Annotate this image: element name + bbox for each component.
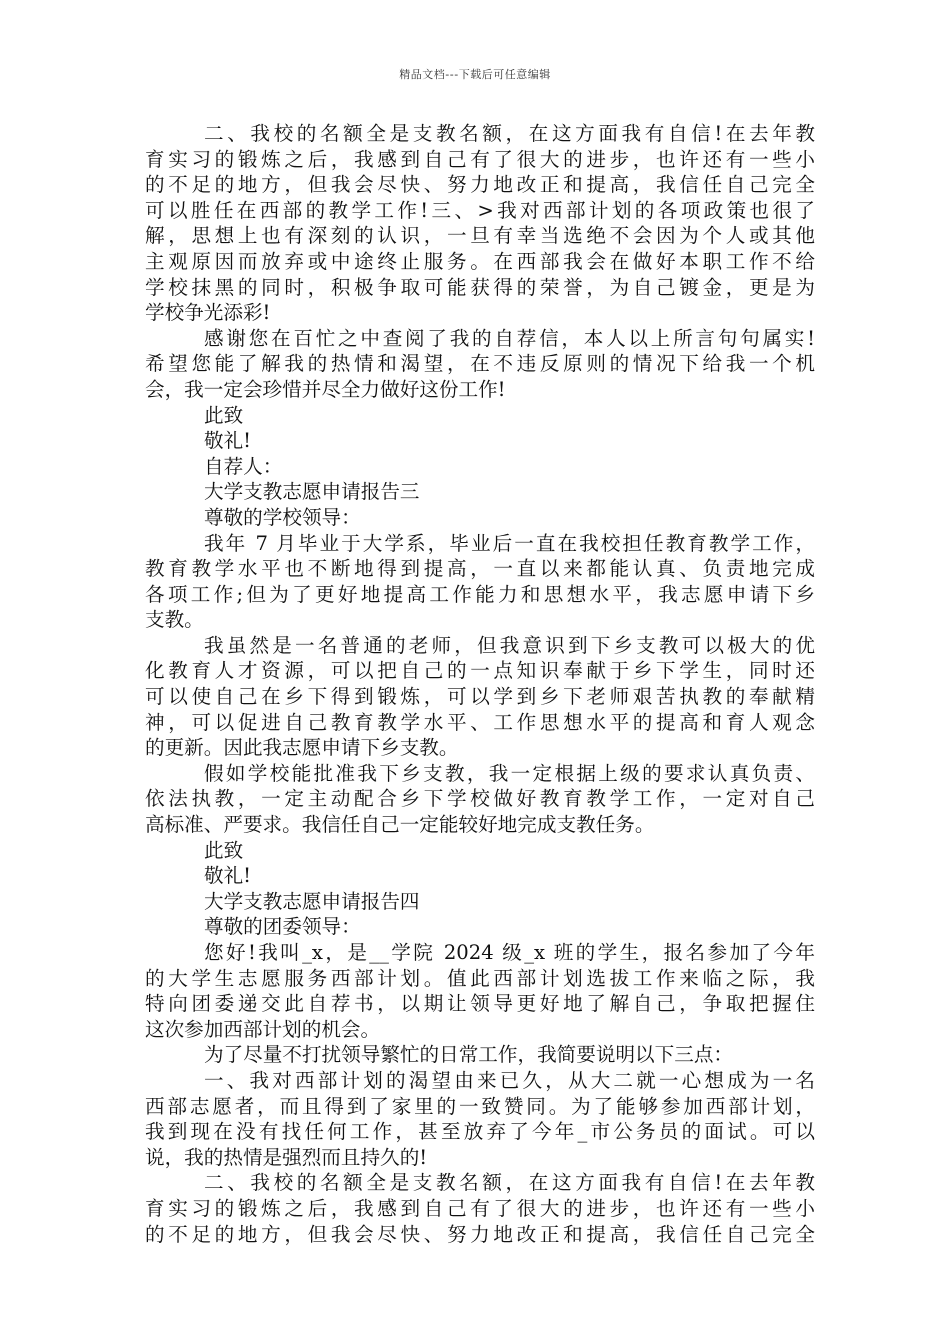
text-line: 大学支教志愿申请报告三 [204, 480, 420, 504]
text-line: 我虽然是一名普通的老师，但我意识到下乡支教可以极大的优 [204, 633, 815, 657]
text-line: 会，我一定会珍惜并尽全力做好这份工作! [145, 377, 506, 401]
text-line: 高标准、严要求。我信任自己一定能较好地完成支教任务。 [145, 813, 655, 837]
text-line: 神，可以促进自己教育教学水平、工作思想水平的提高和育人观念 [145, 710, 815, 734]
text-line: 敬礼! [204, 429, 252, 453]
text-line: 敬礼! [204, 864, 252, 888]
text-line: 说，我的热情是强烈而且持久的! [145, 1145, 428, 1169]
text-line: 二、我校的名额全是支教名额，在这方面我有自信!在去年教 [204, 122, 815, 145]
text-line: 各项工作;但为了更好地提高工作能力和思想水平，我志愿申请下乡 [145, 582, 815, 606]
text-line: 主观原因而放弃或中途终止服务。在西部我会在做好本职工作不给 [145, 249, 815, 273]
text-line: 此致 [204, 838, 244, 862]
text-line: 为了尽量不打扰领导繁忙的日常工作，我简要说明以下三点： [204, 1043, 734, 1067]
text-line: 解，思想上也有深刻的认识，一旦有幸当选绝不会因为个人或其他 [145, 224, 815, 248]
text-line: 支教。 [145, 608, 204, 632]
text-line: 的大学生志愿服务西部计划。值此西部计划选拔工作来临之际，我 [145, 966, 815, 990]
text-line: 大学支教志愿申请报告四 [204, 889, 420, 913]
text-line: 这次参加西部计划的机会。 [145, 1017, 381, 1041]
text-line: 的不足的地方，但我会尽快、努力地改正和提高，我信任自己完全 [145, 173, 815, 197]
text-line: 尊敬的团委领导： [204, 915, 361, 939]
text-line: 一、我对西部计划的渴望由来已久，从大二就一心想成为一名 [204, 1068, 815, 1092]
text-line: 教育教学水平也不断地得到提高，一直以来都能认真、负责地完成 [145, 557, 815, 581]
text-line: 育实习的锻炼之后，我感到自己有了很大的进步，也许还有一些小 [145, 147, 815, 171]
page-header: 精品文档---下载后可任意编辑 [399, 68, 551, 81]
text-line: 依法执教，一定主动配合乡下学校做好教育教学工作，一定对自己 [145, 787, 815, 811]
text-line: 自荐人： [204, 454, 283, 478]
text-line: 特向团委递交此自荐书，以期让领导更好地了解自己，争取把握住 [145, 992, 815, 1016]
text-line: 假如学校能批准我下乡支教，我一定根据上级的要求认真负责、 [204, 761, 815, 785]
text-line: 我年 7 月毕业于大学系，毕业后一直在我校担任教育教学工作， [204, 531, 815, 555]
text-line: 希望您能了解我的热情和渴望，在不违反原则的情况下给我一个机 [145, 352, 815, 376]
text-line: 二、我校的名额全是支教名额，在这方面我有自信!在去年教 [204, 1171, 815, 1195]
text-line: 感谢您在百忙之中查阅了我的自荐信，本人以上所言句句属实! [204, 326, 815, 350]
text-line: 育实习的锻炼之后，我感到自己有了很大的进步，也许还有一些小 [145, 1196, 815, 1220]
text-line: 您好!我叫_x，是__学院 2024 级_x 班的学生，报名参加了今年 [204, 941, 815, 964]
document-body [145, 121, 815, 1247]
text-line: 西部志愿者，而且得到了家里的一致赞同。为了能够参加西部计划， [145, 1094, 815, 1118]
text-line: 此致 [204, 403, 244, 427]
text-line: 的不足的地方，但我会尽快、努力地改正和提高，我信任自己完全 [145, 1222, 815, 1246]
text-line: 的更新。因此我志愿申请下乡支教。 [145, 736, 459, 760]
text-line: 化教育人才资源，可以把自己的一点知识奉献于乡下学生，同时还 [145, 659, 815, 683]
text-line: 学校争光添彩! [145, 301, 271, 325]
text-line: 学校抹黑的同时，积极争取可能获得的荣誉，为自己镀金，更是为 [145, 275, 815, 299]
text-line: 可以胜任在西部的教学工作!三、>我对西部计划的各项政策也很了 [145, 198, 815, 222]
text-line: 可以使自己在乡下得到锻炼，可以学到乡下老师艰苦执教的奉献精 [145, 685, 815, 709]
text-line: 我到现在没有找任何工作，甚至放弃了今年_市公务员的面试。可以 [145, 1120, 815, 1144]
text-line: 尊敬的学校领导： [204, 505, 361, 529]
